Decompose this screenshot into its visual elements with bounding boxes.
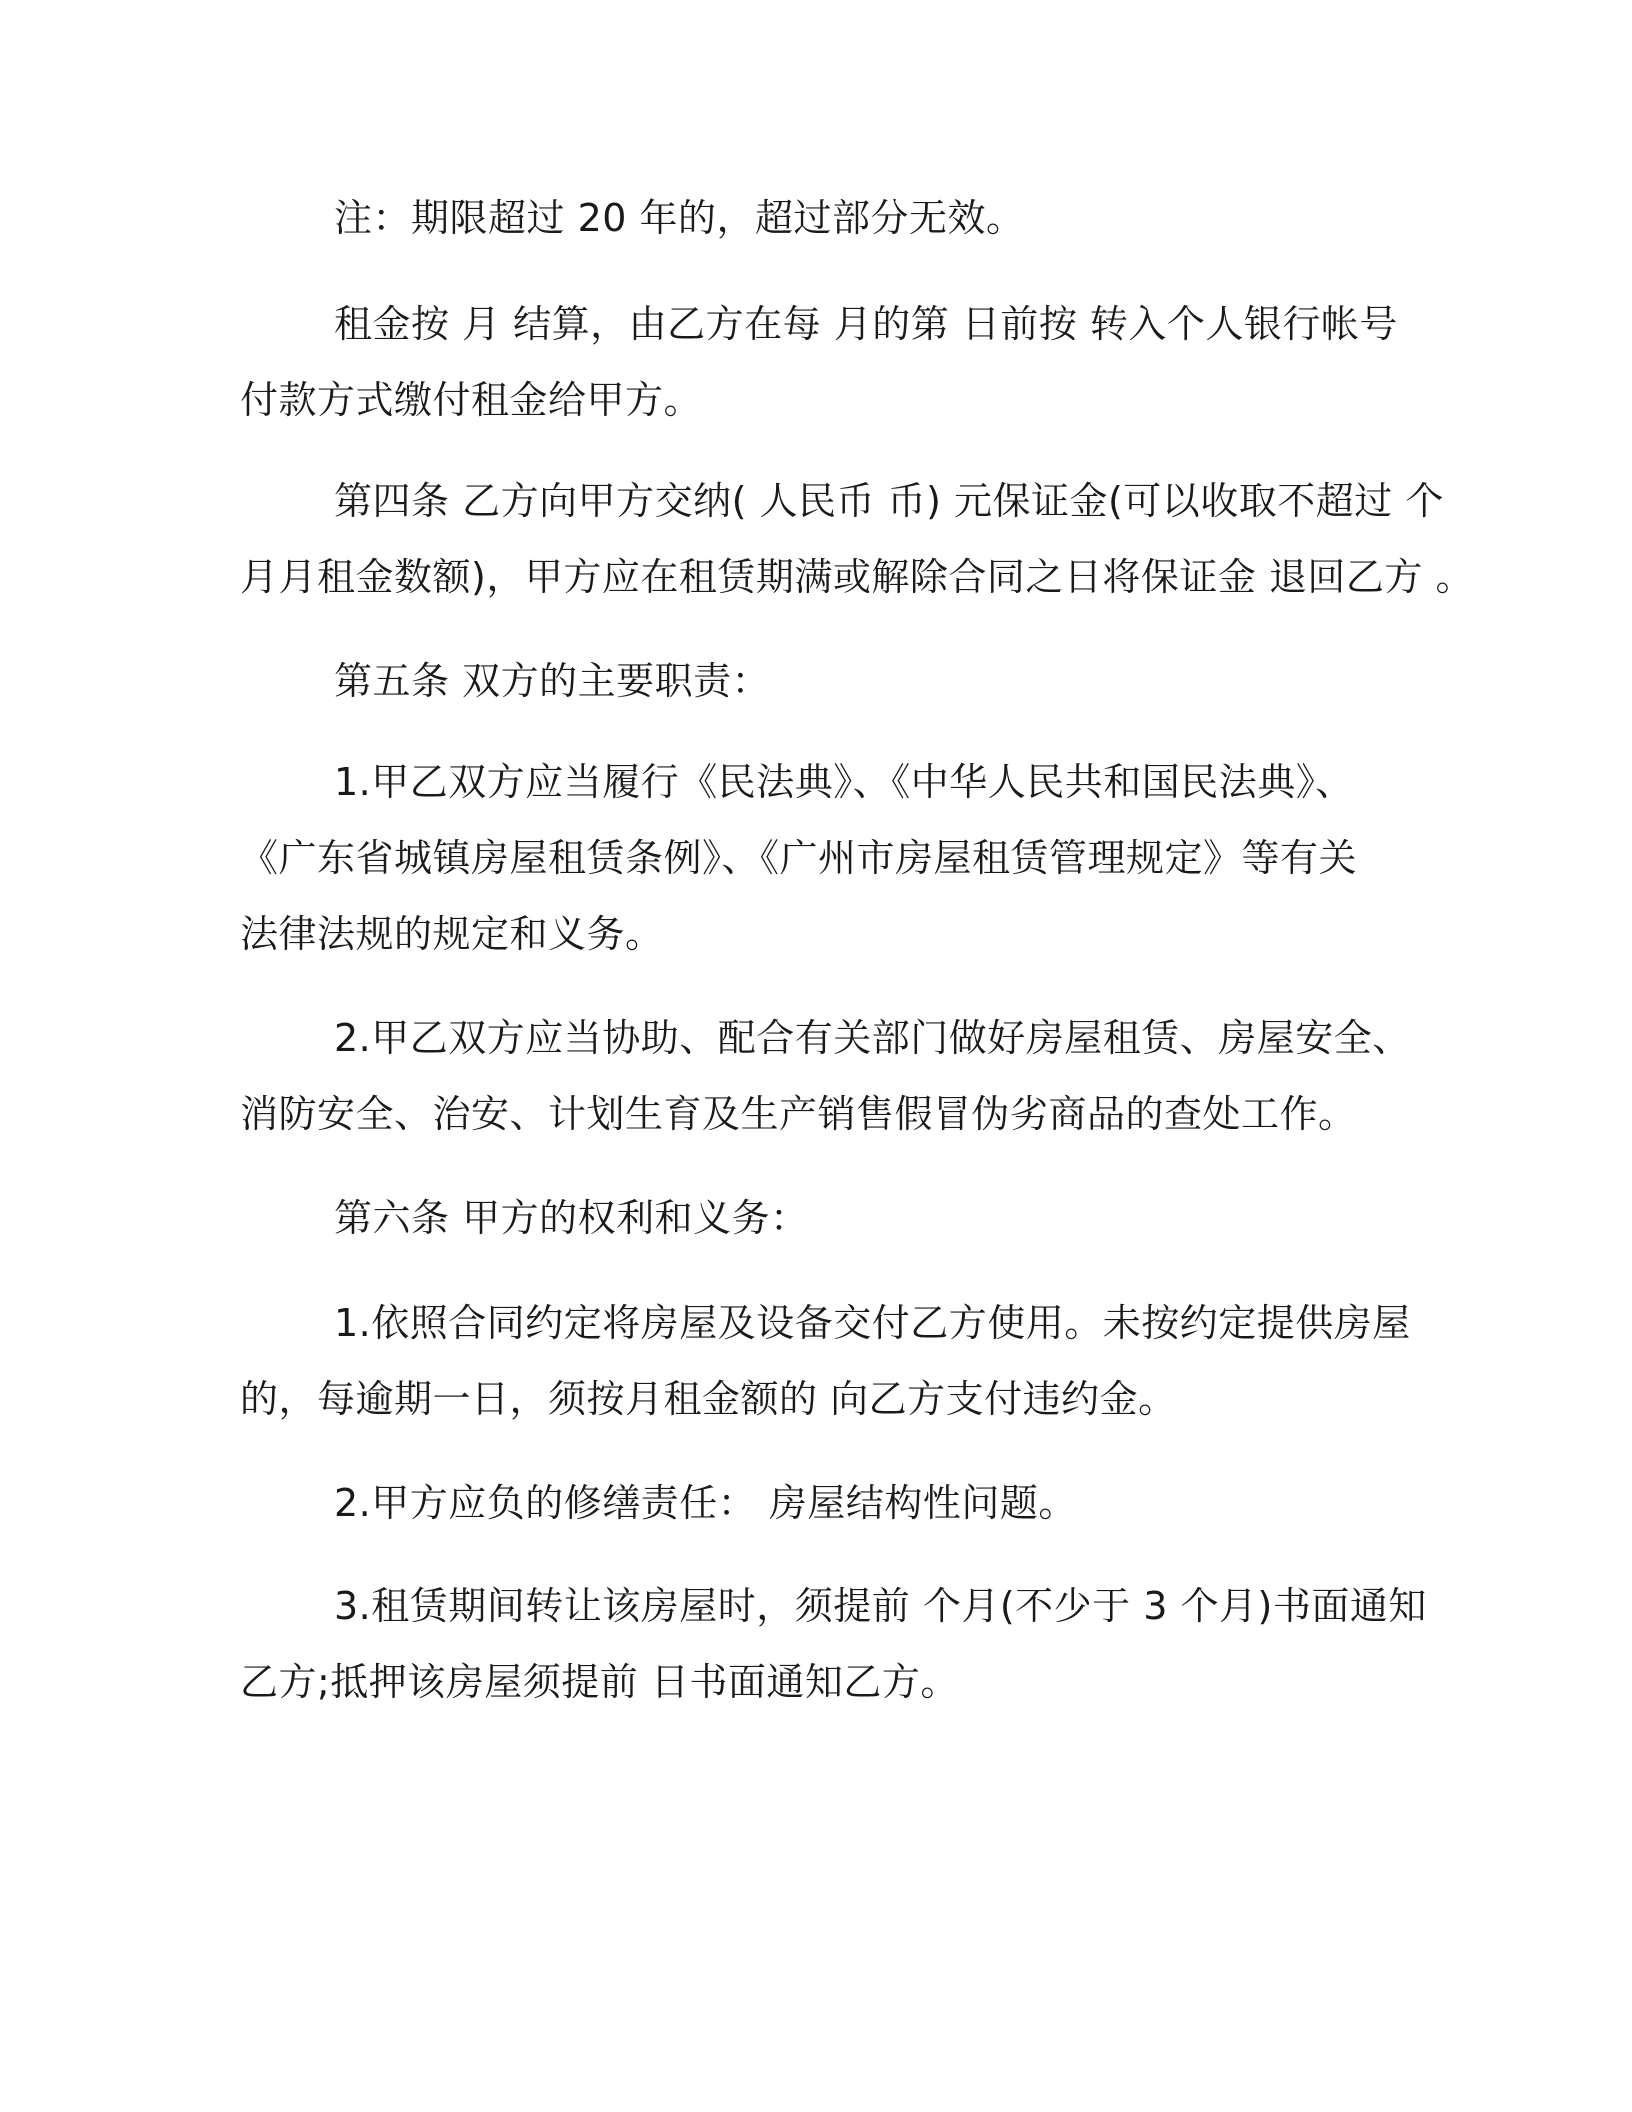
rent-payment-line-2: 付款方式缴付租金给甲方。 <box>240 378 703 422</box>
article6-heading: 第六条 甲方的权利和义务： <box>334 1196 809 1240</box>
article6-item1-line-1: 1.依照合同约定将房屋及设备交付乙方使用。未按约定提供房屋 <box>334 1301 1411 1345</box>
article6-item3-line-2: 乙方;抵押该房屋须提前 日书面通知乙方。 <box>240 1660 959 1704</box>
article6-item1-line-2: 的，每逾期一日，须按月租金额的 向乙方支付违约金。 <box>240 1377 1177 1421</box>
article5-item1-line-2: 《广东省城镇房屋租赁条例》、《广州市房屋租赁管理规定》等有关 <box>240 836 1358 880</box>
article4-line-1: 第四条 乙方向甲方交纳( 人民币 币) 元保证金(可以收取不超过 个 <box>334 479 1444 523</box>
article5-item2-line-2: 消防安全、治安、计划生育及生产销售假冒伪劣商品的查处工作。 <box>240 1092 1357 1136</box>
article6-item3-line-1: 3.租赁期间转让该房屋时，须提前 个月(不少于 3 个月)书面通知 <box>334 1584 1427 1628</box>
article5-item1-line-1: 1.甲乙双方应当履行《民法典》、《中华人民共和国民法典》、 <box>334 760 1354 804</box>
note-line: 注：期限超过 20 年的，超过部分无效。 <box>334 196 1025 240</box>
article4-line-2: 月月租金数额)，甲方应在租赁期满或解除合同之日将保证金 退回乙方 。 <box>240 555 1474 599</box>
article5-item2-line-1: 2.甲乙双方应当协助、配合有关部门做好房屋租赁、房屋安全、 <box>334 1016 1411 1060</box>
article5-item1-line-3: 法律法规的规定和义务。 <box>240 912 664 956</box>
article5-heading: 第五条 双方的主要职责： <box>334 659 771 703</box>
article6-item2-line-1: 2.甲方应负的修缮责任： 房屋结构性问题。 <box>334 1481 1077 1525</box>
rent-payment-line-1: 租金按 月 结算，由乙方在每 月的第 日前按 转入个人银行帐号 <box>334 302 1398 346</box>
